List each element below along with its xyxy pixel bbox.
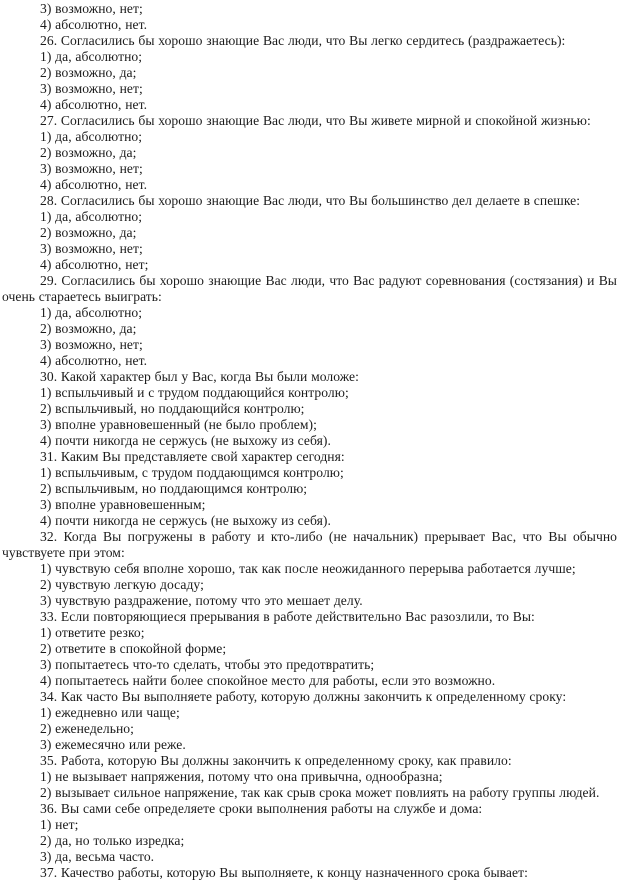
question-text: 32. Когда Вы погружены в работу и кто-либо (не начальник) прерывает Вас, что Вы обычно чувствуете при этом: [2, 529, 617, 560]
answer-option: 2) вспыльчивый, но поддающийся контролю; [40, 401, 305, 416]
answer-option: 3) да, весьма часто. [40, 849, 155, 864]
question-text: 31. Каким Вы представляете свой характер сегодня: [40, 449, 345, 464]
answer-option: 2) возможно, да; [40, 145, 137, 160]
answer-option: 2) ответите в спокойной форме; [40, 641, 227, 656]
answer-option: 4) абсолютно, нет; [40, 257, 149, 272]
answer-option: 1) ежедневно или чаще; [40, 705, 180, 720]
question-text: 36. Вы сами себе определяете сроки выполнения работы на службе и дома: [40, 801, 483, 816]
question-text: 30. Какой характер был у Вас, когда Вы были моложе: [40, 369, 359, 384]
answer-option: 3) возможно, нет; [40, 161, 143, 176]
answer-option: 1) чувствую себя вполне хорошо, так как после неожиданного перерыва работается лучше; [40, 561, 576, 576]
answer-option: 3) попытаетесь что-то сделать, чтобы это предотвратить; [40, 657, 375, 672]
answer-option: 4) абсолютно, нет. [40, 97, 148, 112]
question-text: 35. Работа, которую Вы должны закончить к определенному сроку, как правило: [40, 753, 512, 768]
answer-option: 2) да, но только изредка; [40, 833, 185, 848]
answer-option: 2) вспыльчивым, но поддающимся контролю; [40, 481, 308, 496]
answer-option: 3) вполне уравновешенным; [40, 497, 206, 512]
answer-option: 2) возможно, да; [40, 321, 137, 336]
question-text: 28. Согласились бы хорошо знающие Вас люди, что Вы большинство дел делаете в спешке: [40, 193, 581, 208]
answer-option: 3) возможно, нет; [40, 241, 143, 256]
answer-option: 4) попытаетесь найти более спокойное место для работы, если это возможно. [40, 673, 496, 688]
answer-option: 1) ответите резко; [40, 625, 145, 640]
question-text: 26. Согласились бы хорошо знающие Вас люди, что Вы легко сердитесь (раздражаетесь): [40, 33, 566, 48]
answer-option: 1) да, абсолютно; [40, 305, 143, 320]
answer-option: 4) почти никогда не сержусь (не выхожу из себя). [40, 513, 331, 528]
answer-option: 3) чувствую раздражение, потому что это мешает делу. [40, 593, 363, 608]
answer-option: 4) почти никогда не сержусь (не выхожу из себя). [40, 433, 331, 448]
answer-option: 4) абсолютно, нет. [40, 17, 148, 32]
answer-option: 2) возможно, да; [40, 225, 137, 240]
question-text: 37. Качество работы, которую Вы выполняете, к концу назначенного срока бывает: [40, 865, 528, 880]
answer-option: 4) абсолютно, нет. [40, 353, 148, 368]
answer-option: 3) возможно, нет; [40, 81, 143, 96]
question-text: 34. Как часто Вы выполняете работу, которую должны закончить к определенному сроку: [40, 689, 567, 704]
answer-option: 3) ежемесячно или реже. [40, 737, 186, 752]
answer-option: 1) да, абсолютно; [40, 129, 143, 144]
answer-option: 1) да, абсолютно; [40, 49, 143, 64]
answer-option: 2) чувствую легкую досаду; [40, 577, 204, 592]
answer-option: 2) возможно, да; [40, 65, 137, 80]
answer-option: 1) да, абсолютно; [40, 209, 143, 224]
answer-option: 1) нет; [40, 817, 79, 832]
answer-option: 1) не вызывает напряжения, потому что она привычна, однообразна; [40, 769, 443, 784]
question-text: 27. Согласились бы хорошо знающие Вас люди, что Вы живете мирной и спокойной жизнью: [40, 113, 591, 128]
answer-option: 2) еженедельно; [40, 721, 134, 736]
answer-option: 1) вспыльчивый и с трудом поддающийся контролю; [40, 385, 349, 400]
question-text: 29. Согласились бы хорошо знающие Вас люди, что Вас радуют соревнования (состязания) и Вы очень стараетесь выиграть: [2, 273, 617, 304]
answer-option: 1) вспыльчивым, с трудом поддающимся контролю; [40, 465, 344, 480]
answer-option: 2) вызывает сильное напряжение, так как срыв срока может повлиять на работу группы людей. [40, 785, 600, 800]
answer-option: 4) абсолютно, нет. [40, 177, 148, 192]
answer-option: 3) возможно, нет; [40, 1, 143, 16]
question-text: 33. Если повторяющиеся прерывания в работе действительно Вас разозлили, то Вы: [40, 609, 535, 624]
answer-option: 3) возможно, нет; [40, 337, 143, 352]
answer-option: 3) вполне уравновешенный (не было проблем); [40, 417, 317, 432]
